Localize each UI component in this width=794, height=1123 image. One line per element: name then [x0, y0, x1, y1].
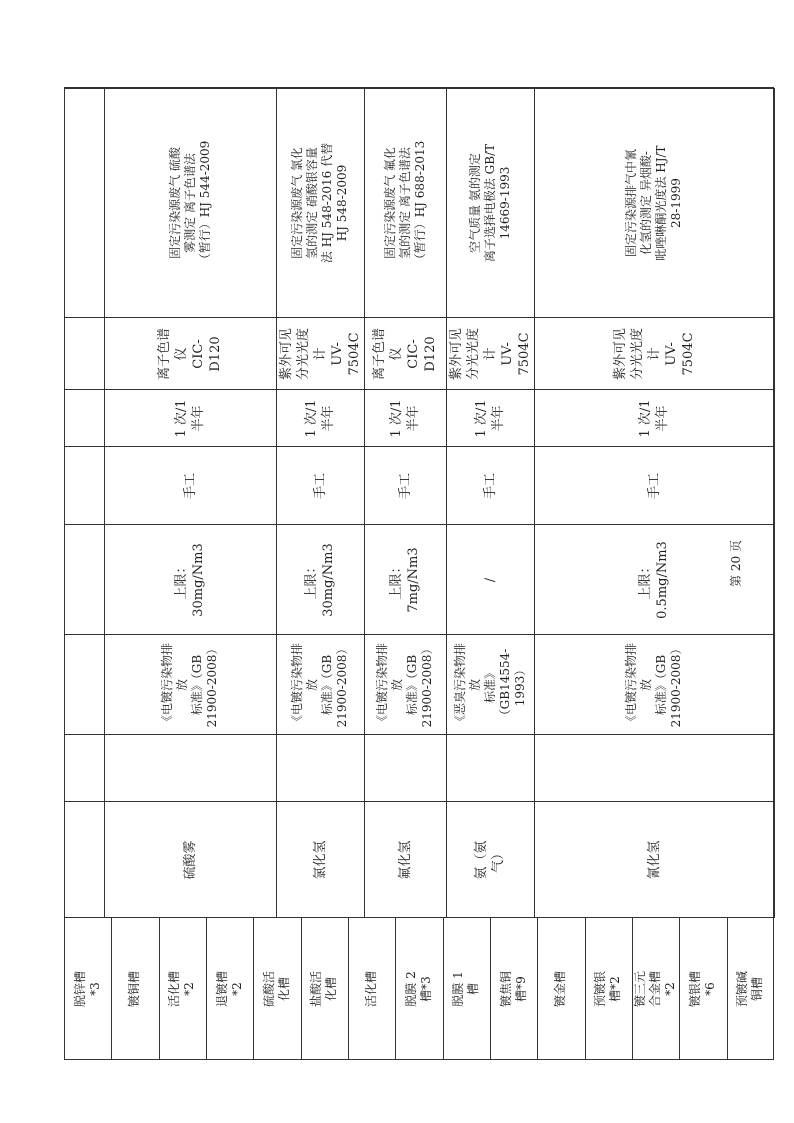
- cell-frequency: 1 次/1 半年: [304, 399, 336, 438]
- cell-analysis: 空气质量 氨的测定 离子选择电极法 GB/T 14669-1993: [467, 143, 512, 263]
- cell-frequency: 1 次/1 半年: [638, 399, 670, 438]
- monitoring-table: [64, 88, 774, 1060]
- cell-limit: 上限： 30mg/Nm3: [174, 543, 206, 617]
- tank-name: 硫酸活 化槽: [261, 971, 291, 1008]
- cell-method: 手工: [646, 473, 662, 500]
- cell-analysis: 固定污染源废气 氟化 氢的测定 离子色谱法 （暂行）HJ 688-2013: [382, 140, 427, 266]
- tank-name: 脱膜 2 槽*3: [403, 971, 433, 1007]
- tank-name: 退镀槽 *2: [214, 971, 244, 1008]
- tank-name: 预镀碱 铜槽: [735, 971, 765, 1008]
- cell-instrument: 离子色谱仪 CIC-D120: [372, 328, 438, 381]
- cell-pollutant: 氟化氢: [397, 840, 413, 880]
- cell-instrument: 紫外可见分光光度 计 UV-7504C: [278, 328, 362, 381]
- cell-standard: 《电镀污染物排放 标准》（GB 21900-2008）: [375, 642, 434, 728]
- cell-pollutant: 氯化氢: [312, 840, 328, 880]
- tank-name: 盐酸活 化槽: [309, 971, 339, 1008]
- cell-standard: 《电镀污染物排放 标准》（GB 21900-2008）: [290, 642, 349, 728]
- tank-name: 脱锌槽 *3: [72, 971, 102, 1008]
- cell-instrument: 紫外可见分光光度 计 UV-7504C: [612, 328, 696, 381]
- cell-limit: 上限： 7mg/Nm3: [389, 547, 421, 613]
- cell-method: 手工: [312, 473, 328, 500]
- cell-pollutant: 氰化氢: [646, 840, 662, 880]
- tank-name: 镀金槽: [553, 971, 568, 1008]
- tank-name: 脱膜 1 槽: [451, 971, 481, 1007]
- grid-line: [64, 88, 65, 918]
- cell-analysis: 固定污染源废气 硫酸 雾测定 离子色谱法 （暂行）HJ 544-2009: [167, 140, 212, 266]
- cell-method: 手工: [482, 473, 498, 500]
- cell-limit: 上限： 30mg/Nm3: [304, 543, 336, 617]
- tank-name: 镀银槽 *6: [687, 971, 717, 1008]
- cell-pollutant: 氨（氨 气）: [474, 840, 506, 880]
- tank-name: 活化槽 *2: [167, 971, 197, 1008]
- cell-analysis: 固定污染源排气中氰 化氢的测定 异烟酸- 吡唑啉酮光度法 HJ/T 28-1999: [624, 145, 683, 261]
- tank-name: 活化槽: [364, 971, 379, 1008]
- grid-line: [774, 88, 775, 918]
- cell-limit: /: [482, 577, 498, 583]
- cell-frequency: 1 次/1 半年: [174, 399, 206, 438]
- cell-method: 手工: [397, 473, 413, 500]
- tank-name: 预镀银 槽*2: [593, 971, 623, 1008]
- page-number: 第 20 页: [728, 540, 743, 587]
- table-grid: [64, 88, 774, 1060]
- cell-instrument: 紫外可见分光光度 计 UV-7504C: [448, 328, 532, 381]
- cell-standard: 《电镀污染物排放 标准》（GB 21900-2008）: [624, 642, 683, 728]
- tank-name: 镀焦铜 槽*9: [498, 971, 528, 1008]
- cell-analysis: 固定污染源废气 氯化 氢的测定 硝酸银容量 法 HJ 548-2016 代替 HJ 548-2009: [290, 142, 349, 264]
- cell-standard: 《电镀污染物排放 标准》（GB 21900-2008）: [160, 642, 219, 728]
- tank-name: 镀铜槽: [127, 971, 142, 1008]
- cell-method: 手工: [182, 473, 198, 500]
- cell-limit: 上限： 0.5mg/Nm3: [638, 541, 670, 619]
- cell-frequency: 1 次/1 半年: [474, 399, 506, 438]
- cell-pollutant: 硫酸雾: [182, 840, 198, 880]
- tank-name: 镀三元 合金槽 *2: [633, 971, 678, 1008]
- cell-instrument: 离子色谱仪 CIC-D120: [157, 328, 223, 381]
- cell-frequency: 1 次/1 半年: [389, 399, 421, 438]
- cell-standard: 《恶臭污染物排放 标准》 （GB14554-1993）: [452, 643, 527, 728]
